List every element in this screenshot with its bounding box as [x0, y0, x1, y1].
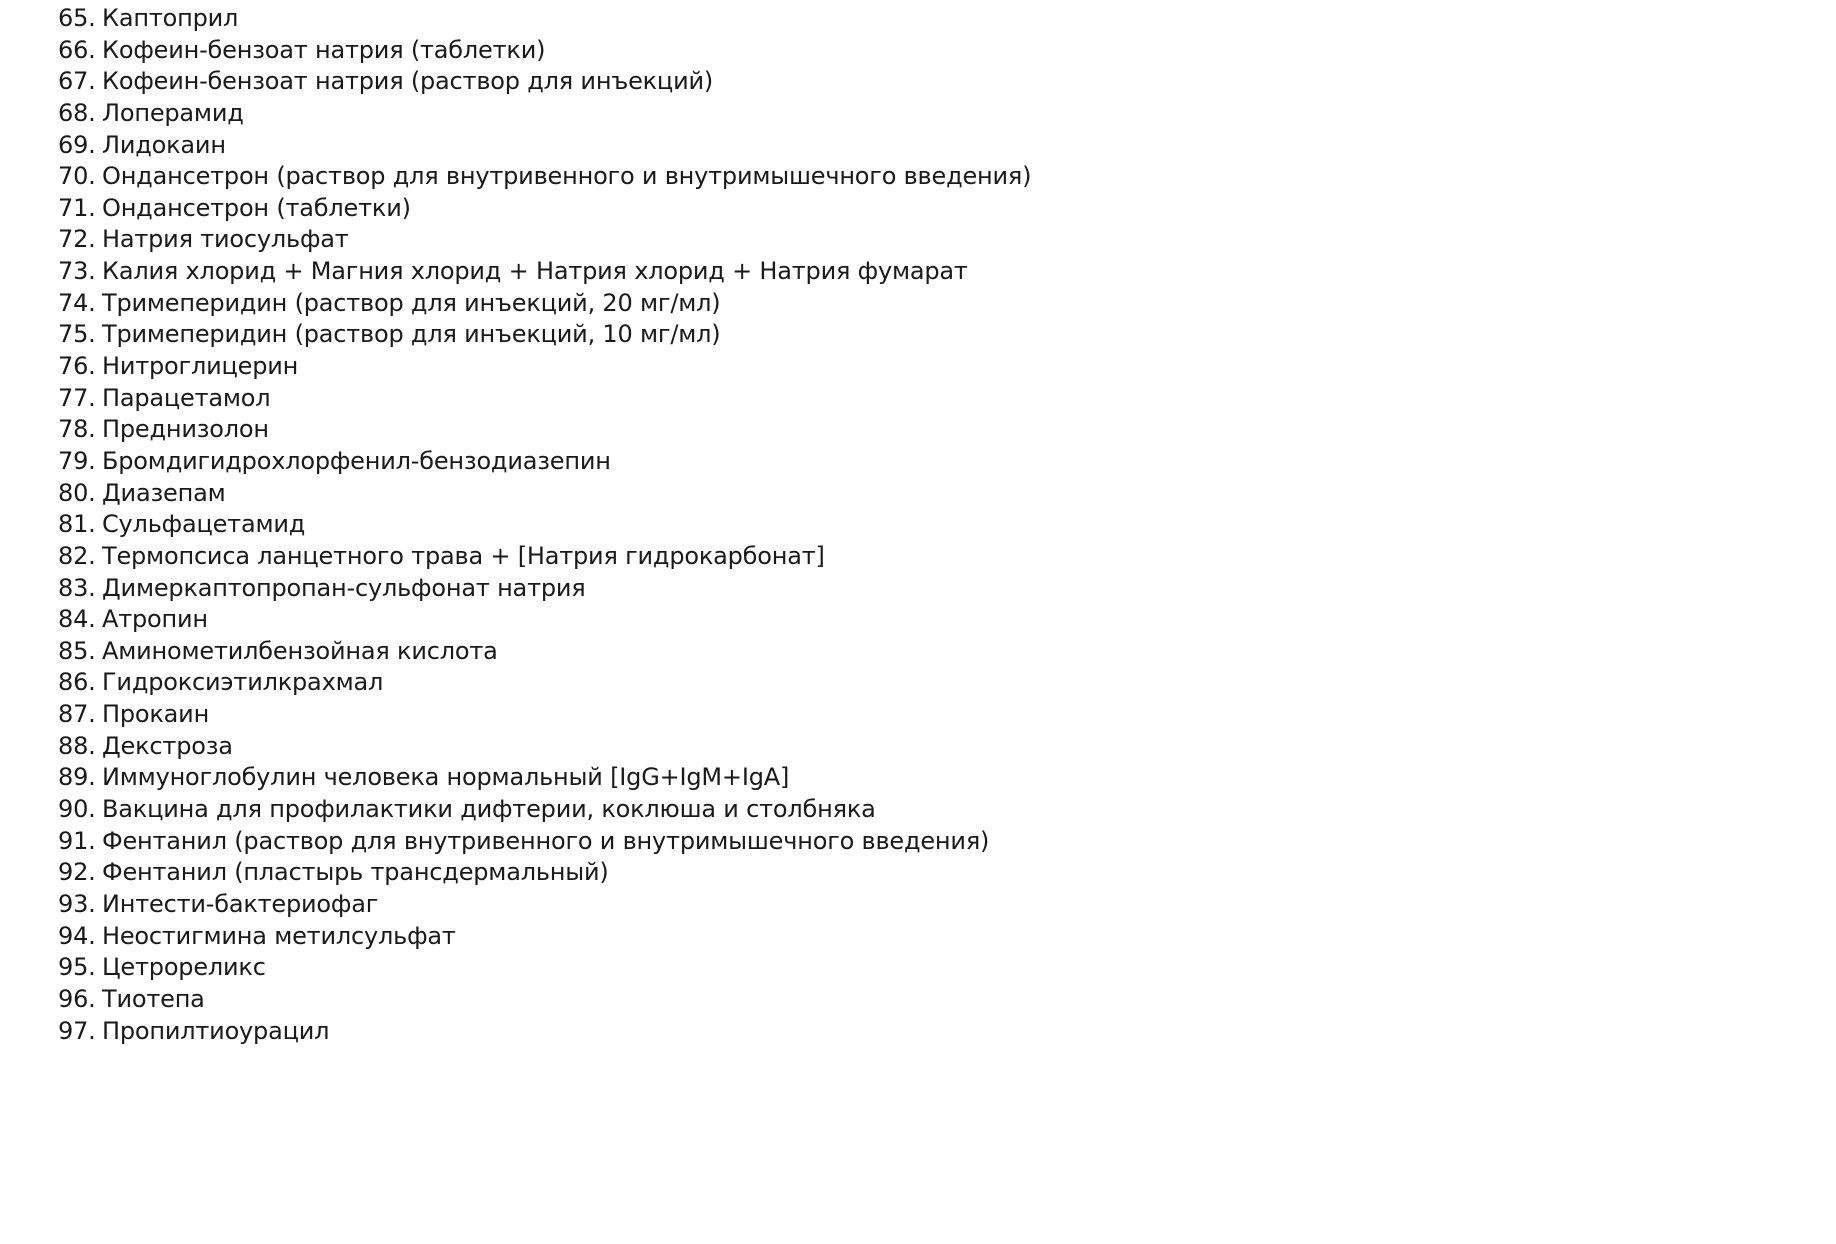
item-text: Кофеин-бензоат натрия (раствор для инъекций): [102, 67, 714, 96]
list-item: [58, 636, 1031, 668]
item-text: Фентанил (раствор для внутривенного и внутримышечного введения): [102, 826, 990, 855]
item-text: Нитроглицерин: [102, 352, 299, 381]
drug-list: [58, 3, 1031, 1047]
item-text: Аминометилбензойная кислота: [102, 636, 498, 665]
item-text: Лидокаин: [102, 130, 226, 159]
list-item: [58, 35, 1031, 67]
item-text: Неостигмина метилсульфат: [102, 921, 456, 950]
item-text: Бромдигидрохлорфенил-бензодиазепин: [102, 446, 611, 475]
item-number: 69.: [58, 130, 96, 159]
item-number: 65.: [58, 4, 96, 32]
list-item: [58, 161, 1031, 193]
list-item: [58, 509, 1031, 541]
item-text: Термопсиса ланцетного трава + [Натрия гидрокарбонат]: [102, 541, 825, 570]
item-text: Атропин: [102, 605, 208, 634]
list-item: [58, 3, 1031, 35]
item-text: Сульфацетамид: [102, 510, 306, 539]
item-number: 74.: [58, 288, 96, 317]
list-item: [58, 921, 1031, 953]
item-text: Парацетамол: [102, 383, 271, 412]
list-item: [58, 351, 1031, 383]
item-number: 76.: [58, 352, 96, 381]
item-number: 72.: [58, 225, 96, 254]
item-text: Вакцина для профилактики дифтерии, коклюша и столбняка: [102, 795, 876, 824]
item-number: 79.: [58, 446, 96, 475]
list-item: [58, 256, 1031, 288]
list-item: [58, 573, 1031, 605]
item-number: 84.: [58, 605, 96, 634]
item-text: Интести-бактериофаг: [102, 889, 379, 918]
item-number: 87.: [58, 700, 96, 729]
item-number: 82.: [58, 541, 96, 570]
item-text: Тримеперидин (раствор для инъекций, 20 мг/мл): [102, 288, 721, 317]
item-text: Прокаин: [102, 700, 210, 729]
item-text: Иммуноглобулин человека нормальный [IgG+IgM+IgA]: [102, 763, 790, 792]
item-text: Гидроксиэтилкрахмал: [102, 668, 384, 697]
list-item: [58, 699, 1031, 731]
item-number: 97.: [58, 1016, 96, 1045]
item-number: 73.: [58, 257, 96, 286]
list-item: [58, 604, 1031, 636]
item-text: Калия хлорид + Магния хлорид + Натрия хлорид + Натрия фумарат: [102, 257, 968, 286]
item-text: Ондансетрон (таблетки): [102, 193, 411, 222]
item-number: 80.: [58, 478, 96, 507]
list-item: [58, 952, 1031, 984]
item-number: 68.: [58, 98, 96, 127]
item-number: 67.: [58, 67, 96, 96]
list-item: [58, 224, 1031, 256]
item-number: 86.: [58, 668, 96, 697]
list-item: [58, 857, 1031, 889]
item-text: Цетрореликс: [102, 953, 266, 982]
list-item: [58, 889, 1031, 921]
item-text: Диазепам: [102, 478, 226, 507]
item-text: Ондансетрон (раствор для внутривенного и внутримышечного введения): [102, 162, 1032, 191]
list-item: [58, 193, 1031, 225]
list-item: [58, 383, 1031, 415]
item-number: 77.: [58, 383, 96, 412]
list-item: [58, 762, 1031, 794]
item-number: 90.: [58, 795, 96, 824]
item-number: 96.: [58, 984, 96, 1013]
item-number: 78.: [58, 415, 96, 444]
list-item: [58, 541, 1031, 573]
item-text: Пропилтиоурацил: [102, 1016, 330, 1045]
item-number: 94.: [58, 921, 96, 950]
item-text: Тиотепа: [102, 984, 205, 1013]
item-number: 88.: [58, 731, 96, 760]
item-text: Декстроза: [102, 731, 233, 760]
list-item: [58, 1016, 1031, 1048]
list-item: [58, 98, 1031, 130]
item-text: Преднизолон: [102, 415, 269, 444]
item-number: 66.: [58, 35, 96, 64]
list-item: [58, 414, 1031, 446]
list-item: [58, 794, 1031, 826]
item-text: Каптоприл: [102, 4, 239, 32]
list-item: [58, 478, 1031, 510]
item-number: 89.: [58, 763, 96, 792]
item-number: 75.: [58, 320, 96, 349]
list-item: [58, 826, 1031, 858]
item-text: Димеркаптопропан-сульфонат натрия: [102, 573, 586, 602]
item-number: 93.: [58, 889, 96, 918]
item-number: 92.: [58, 858, 96, 887]
item-number: 71.: [58, 193, 96, 222]
list-item: [58, 130, 1031, 162]
item-number: 70.: [58, 162, 96, 191]
list-item: [58, 66, 1031, 98]
item-number: 95.: [58, 953, 96, 982]
item-number: 85.: [58, 636, 96, 665]
item-text: Тримеперидин (раствор для инъекций, 10 мг/мл): [102, 320, 721, 349]
item-number: 81.: [58, 510, 96, 539]
item-text: Кофеин-бензоат натрия (таблетки): [102, 35, 546, 64]
list-item: [58, 984, 1031, 1016]
item-text: Лоперамид: [102, 98, 244, 127]
item-text: Натрия тиосульфат: [102, 225, 349, 254]
item-number: 91.: [58, 826, 96, 855]
item-text: Фентанил (пластырь трансдермальный): [102, 858, 609, 887]
item-number: 83.: [58, 573, 96, 602]
list-item: [58, 288, 1031, 320]
list-item: [58, 731, 1031, 763]
list-item: [58, 667, 1031, 699]
list-item: [58, 319, 1031, 351]
list-item: [58, 446, 1031, 478]
